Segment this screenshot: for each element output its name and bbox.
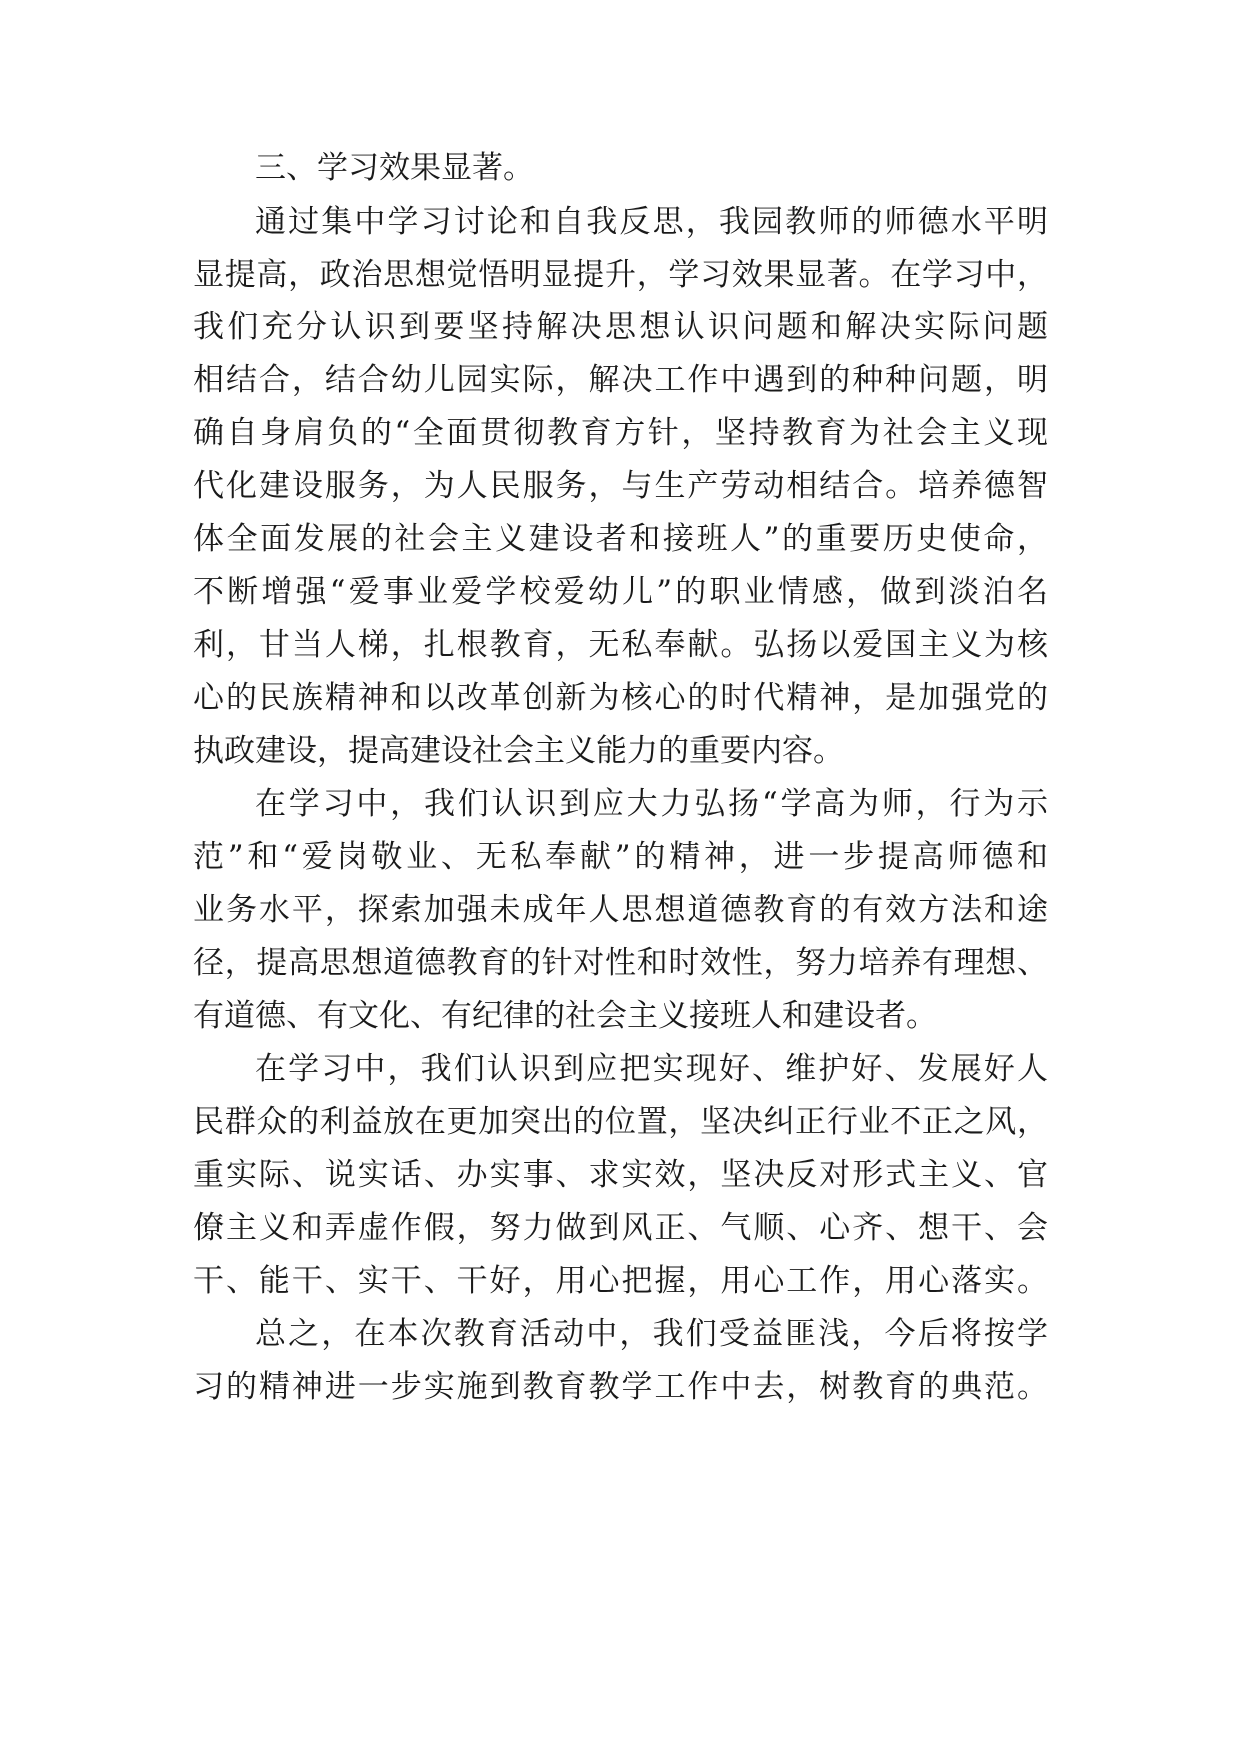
paragraph-line: 在学习中，我们认识到应把实现好、维护好、发展好人 — [255, 1051, 1048, 1087]
paragraph-line: 代化建设服务，为人民服务，与生产劳动相结合。培养德智 — [193, 468, 1048, 504]
paragraph-line: 相结合，结合幼儿园实际，解决工作中遇到的种种问题，明 — [193, 362, 1048, 398]
paragraph-line: 通过集中学习讨论和自我反思，我园教师的师德水平明 — [255, 204, 1048, 240]
section-heading: 三、学习效果显著。 — [255, 150, 534, 186]
paragraph-line: 习的精神进一步实施到教育教学工作中去，树教育的典范。 — [193, 1369, 1048, 1405]
paragraph-line: 显提高，政治思想觉悟明显提升，学习效果显著。在学习中， — [193, 257, 1048, 293]
paragraph-line: 确自身肩负的“全面贯彻教育方针，坚持教育为社会主义现 — [193, 415, 1048, 451]
paragraph-line: 重实际、说实话、办实事、求实效，坚决反对形式主义、官 — [193, 1157, 1048, 1193]
paragraph-line: 体全面发展的社会主义建设者和接班人”的重要历史使命， — [193, 521, 1048, 557]
paragraph-line: 有道德、有文化、有纪律的社会主义接班人和建设者。 — [193, 998, 937, 1034]
paragraph-line: 利，甘当人梯，扎根教育，无私奉献。弘扬以爱国主义为核 — [193, 627, 1048, 663]
paragraph-line: 僚主义和弄虚作假，努力做到风正、气顺、心齐、想干、会 — [193, 1210, 1048, 1246]
paragraph-line: 执政建设，提高建设社会主义能力的重要内容。 — [193, 733, 844, 769]
paragraph-line: 总之，在本次教育活动中，我们受益匪浅，今后将按学 — [255, 1316, 1048, 1352]
paragraph-line: 范”和“爱岗敬业、无私奉献”的精神，进一步提高师德和 — [193, 839, 1048, 875]
paragraph-line: 民群众的利益放在更加突出的位置，坚决纠正行业不正之风， — [193, 1104, 1048, 1140]
paragraph-line: 在学习中，我们认识到应大力弘扬“学高为师，行为示 — [255, 786, 1048, 822]
paragraph-line: 不断增强“爱事业爱学校爱幼儿”的职业情感，做到淡泊名 — [193, 574, 1048, 610]
paragraph-line: 径，提高思想道德教育的针对性和时效性，努力培养有理想、 — [193, 945, 1048, 981]
paragraph-line: 我们充分认识到要坚持解决思想认识问题和解决实际问题 — [193, 309, 1048, 345]
paragraph-line: 心的民族精神和以改革创新为核心的时代精神，是加强党的 — [193, 680, 1048, 716]
paragraph-line: 业务水平，探索加强未成年人思想道德教育的有效方法和途 — [193, 892, 1048, 928]
paragraph-line: 干、能干、实干、干好，用心把握，用心工作，用心落实。 — [193, 1263, 1048, 1299]
